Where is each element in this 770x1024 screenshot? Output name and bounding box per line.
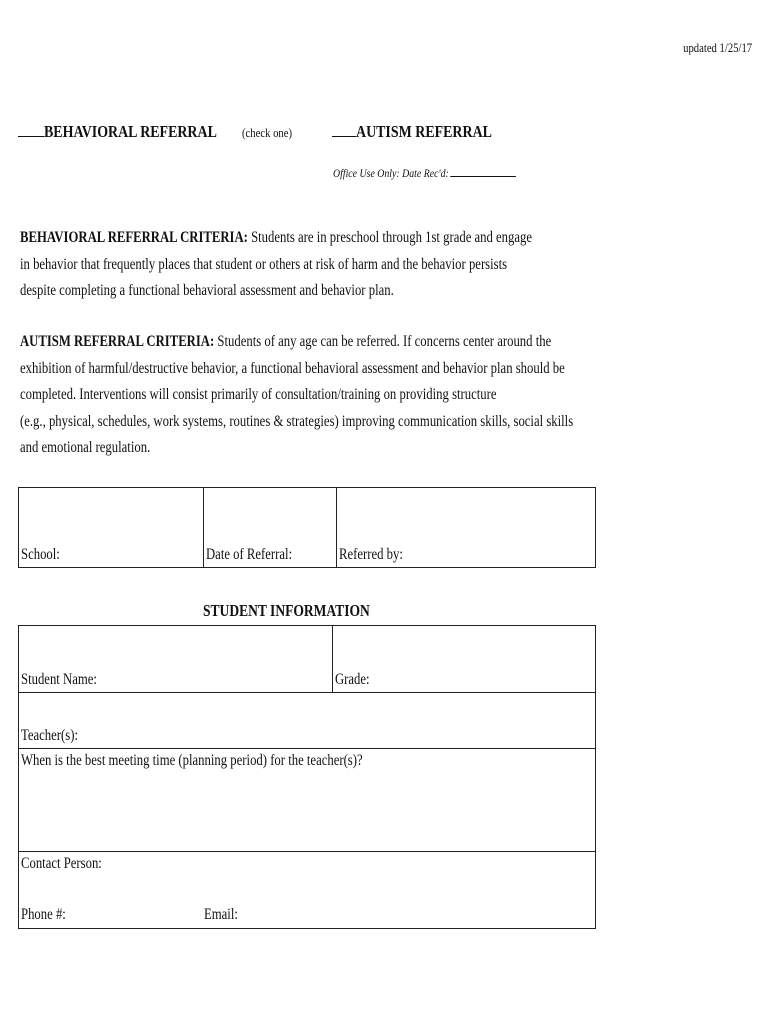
phone-field[interactable]: Phone #: [21, 906, 66, 923]
autism-referral-label: AUTISM REFERRAL [356, 122, 492, 141]
grade-field[interactable]: Grade: [335, 671, 370, 688]
autism-referral-option[interactable] [332, 122, 522, 142]
teachers-field[interactable]: Teacher(s): [21, 727, 78, 744]
behavioral-criteria-heading: BEHAVIORAL REFERRAL CRITERIA: [20, 229, 248, 246]
behavioral-referral-option[interactable] [18, 122, 255, 142]
autism-criteria: AUTISM REFERRAL CRITERIA: Students of any age can be referred. If concerns center around the exhibition of harmful/destructive behavior, a functional behavioral assessment and behavior plan should be completed. Interventions will consist primarily of consultation/training on providing structure (e.g., physical, schedules, work systems, routines & strategies) improving communication skills, social skills and emotional regulation. [20, 333, 574, 456]
student-name-row [18, 625, 596, 693]
date-received-line[interactable] [450, 166, 516, 177]
autism-criteria-heading: AUTISM REFERRAL CRITERIA: [20, 333, 215, 350]
updated-date: updated 1/25/17 [683, 40, 752, 55]
autism-checkbox-line[interactable] [332, 122, 356, 137]
referred-by-field[interactable]: Referred by: [337, 488, 596, 568]
behavioral-checkbox-line[interactable] [18, 122, 44, 137]
contact-row [18, 851, 596, 929]
meeting-time-field[interactable]: When is the best meeting time (planning period) for the teacher(s)? [21, 752, 363, 769]
date-of-referral-field[interactable]: Date of Referral: [204, 488, 337, 568]
student-name-field[interactable]: Student Name: [21, 671, 97, 688]
meeting-time-row [18, 748, 596, 852]
email-field[interactable]: Email: [204, 906, 238, 923]
office-use-field: Office Use Only: Date Rec'd: [333, 166, 556, 181]
behavioral-criteria: BEHAVIORAL REFERRAL CRITERIA: Students are in preschool through 1st grade and engage in behavior that frequently places that student or others at risk of harm and the behavior persists despite completing a functional behavioral assessment and behavior plan. [20, 229, 533, 299]
school-field[interactable]: School: [19, 488, 204, 568]
check-one-note: (check one) [242, 125, 293, 140]
referral-info-table [18, 487, 596, 568]
teachers-row [18, 692, 596, 749]
behavioral-referral-label: BEHAVIORAL REFERRAL [44, 122, 217, 141]
student-information-title: STUDENT INFORMATION [203, 601, 370, 620]
contact-person-field[interactable]: Contact Person: [21, 855, 102, 872]
